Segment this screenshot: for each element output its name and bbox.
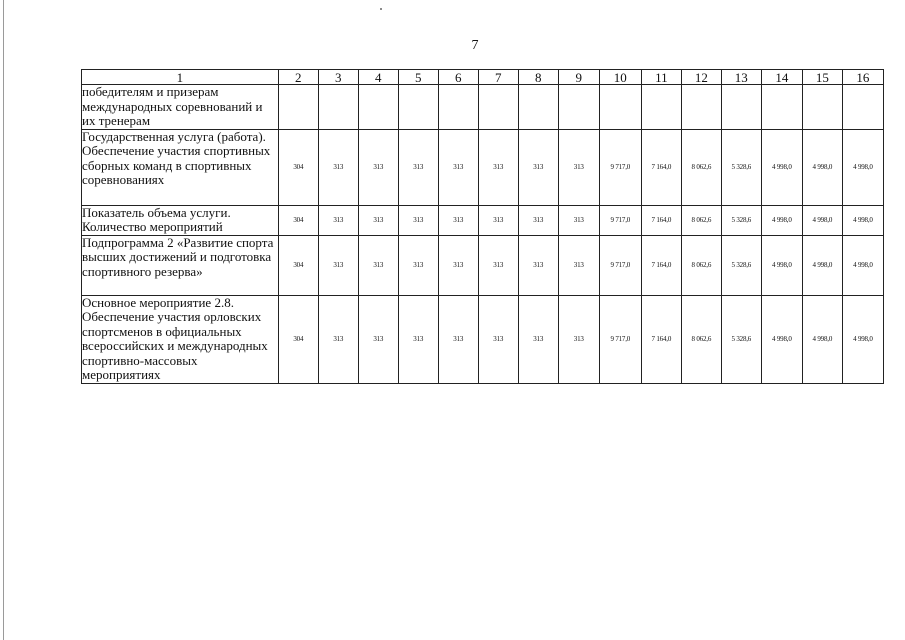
table-cell: 313 <box>518 205 558 235</box>
table-cell: 313 <box>398 129 438 205</box>
table-cell: 313 <box>558 129 599 205</box>
table-cell <box>278 85 318 130</box>
column-header: 9 <box>558 70 599 85</box>
row-label: Государственная услуга (работа). Обеспечение участия спортивных сборных команд в спортивных соревнованиях <box>82 129 279 205</box>
table-cell <box>842 85 883 130</box>
table-cell: 313 <box>358 129 398 205</box>
table-cell: 9 717,0 <box>599 205 641 235</box>
column-header: 2 <box>278 70 318 85</box>
column-header: 16 <box>842 70 883 85</box>
table-cell: 8 062,6 <box>681 235 721 295</box>
table-cell: 7 164,0 <box>641 295 681 383</box>
table-row <box>82 205 884 235</box>
column-header: 6 <box>438 70 478 85</box>
table-cell: 313 <box>438 129 478 205</box>
table-cell: 4 998,0 <box>842 235 883 295</box>
table-cell: 4 998,0 <box>761 205 802 235</box>
table-cell: 313 <box>318 295 358 383</box>
row-label: победителям и призерам международных соревнований и их тренерам <box>82 85 279 130</box>
table-cell <box>558 85 599 130</box>
column-header: 14 <box>761 70 802 85</box>
column-header: 8 <box>518 70 558 85</box>
table-cell <box>681 85 721 130</box>
table-cell: 313 <box>358 205 398 235</box>
table-cell: 9 717,0 <box>599 295 641 383</box>
table-cell: 4 998,0 <box>802 235 842 295</box>
table-cell: 7 164,0 <box>641 235 681 295</box>
table-cell: 4 998,0 <box>761 129 802 205</box>
page-number: 7 <box>471 38 479 53</box>
table-cell: 313 <box>478 235 518 295</box>
table-cell: 5 328,6 <box>721 129 761 205</box>
table-cell: 304 <box>278 205 318 235</box>
table-row <box>82 85 884 130</box>
table-cell: 313 <box>518 129 558 205</box>
table-cell: 313 <box>558 235 599 295</box>
table-cell: 313 <box>478 295 518 383</box>
table-cell: 4 998,0 <box>761 295 802 383</box>
table-cell: 4 998,0 <box>802 129 842 205</box>
column-header: 3 <box>318 70 358 85</box>
table-cell: 4 998,0 <box>802 295 842 383</box>
table-cell: 304 <box>278 295 318 383</box>
table-cell: 7 164,0 <box>641 129 681 205</box>
table-cell: 5 328,6 <box>721 205 761 235</box>
table-cell: 4 998,0 <box>761 235 802 295</box>
table-cell <box>802 85 842 130</box>
table-cell: 313 <box>398 295 438 383</box>
table-body <box>82 85 884 384</box>
table-cell: 313 <box>358 235 398 295</box>
table-row <box>82 235 884 295</box>
table-cell: 313 <box>518 295 558 383</box>
row-label: Основное мероприятие 2.8. Обеспечение участия орловских спортсменов в официальных всероссийских и международных спортивно-массовых мероприятиях <box>82 295 279 383</box>
table-cell: 8 062,6 <box>681 295 721 383</box>
table-cell: 8 062,6 <box>681 129 721 205</box>
table-cell <box>599 85 641 130</box>
table-cell: 304 <box>278 235 318 295</box>
table-cell: 4 998,0 <box>842 295 883 383</box>
table-cell: 4 998,0 <box>842 129 883 205</box>
table-cell: 313 <box>478 129 518 205</box>
column-header: 11 <box>641 70 681 85</box>
table-cell: 313 <box>398 205 438 235</box>
data-table <box>81 69 884 384</box>
table-cell: 313 <box>478 205 518 235</box>
table-cell: 313 <box>318 205 358 235</box>
table-cell <box>398 85 438 130</box>
column-header: 12 <box>681 70 721 85</box>
header-row <box>82 70 884 85</box>
table-cell <box>721 85 761 130</box>
table-cell <box>318 85 358 130</box>
table-cell: 313 <box>438 205 478 235</box>
table-cell: 7 164,0 <box>641 205 681 235</box>
table-cell: 313 <box>398 235 438 295</box>
table-cell: 313 <box>558 295 599 383</box>
table-cell: 313 <box>438 235 478 295</box>
table-cell: 313 <box>438 295 478 383</box>
table-cell: 5 328,6 <box>721 235 761 295</box>
scan-left-edge <box>3 0 4 640</box>
table-cell: 8 062,6 <box>681 205 721 235</box>
table-cell: 313 <box>558 205 599 235</box>
table-row <box>82 129 884 205</box>
column-header: 15 <box>802 70 842 85</box>
table-cell: 313 <box>518 235 558 295</box>
table-cell: 4 998,0 <box>842 205 883 235</box>
column-header: 13 <box>721 70 761 85</box>
table-cell: 9 717,0 <box>599 235 641 295</box>
column-header: 10 <box>599 70 641 85</box>
table-cell <box>478 85 518 130</box>
scan-speck <box>380 8 382 10</box>
column-header: 5 <box>398 70 438 85</box>
table-row <box>82 295 884 383</box>
table-cell: 313 <box>318 235 358 295</box>
table-cell: 313 <box>318 129 358 205</box>
column-header: 7 <box>478 70 518 85</box>
table-cell: 304 <box>278 129 318 205</box>
table-cell <box>761 85 802 130</box>
table-cell: 313 <box>358 295 398 383</box>
table-cell: 4 998,0 <box>802 205 842 235</box>
table-cell <box>518 85 558 130</box>
table-cell <box>358 85 398 130</box>
table-cell: 9 717,0 <box>599 129 641 205</box>
table-cell <box>438 85 478 130</box>
column-header: 4 <box>358 70 398 85</box>
table-cell: 5 328,6 <box>721 295 761 383</box>
column-header: 1 <box>82 70 279 85</box>
row-label: Подпрограмма 2 «Развитие спорта высших достижений и подготовка спортивного резерва» <box>82 235 279 295</box>
table-cell <box>641 85 681 130</box>
row-label: Показатель объема услуги. Количество мероприятий <box>82 205 279 235</box>
